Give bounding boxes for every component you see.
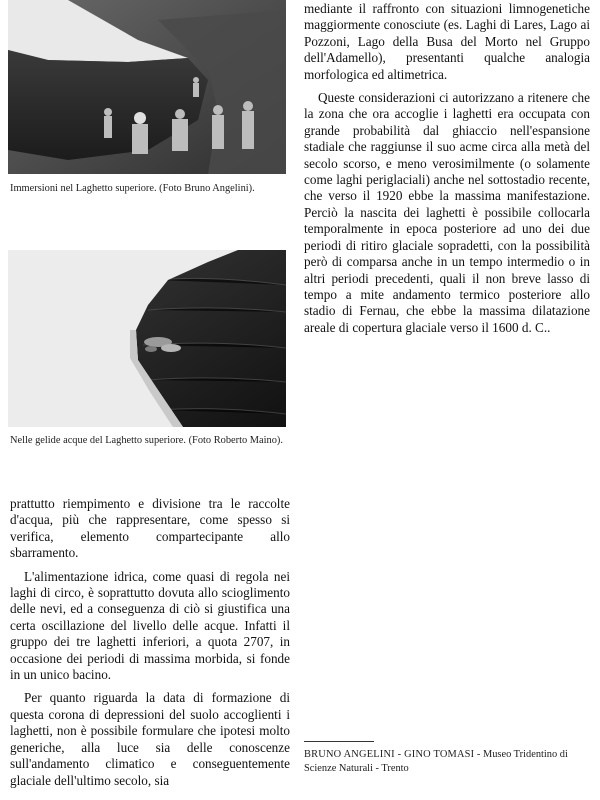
left-text-column [10, 496, 290, 796]
author-names: BRUNO ANGELINI - GINO TOMASI [304, 749, 475, 760]
body-paragraph: Queste considerazioni ci autorizzano a ritenere che la zona che ora accoglie i laghetti era occupata con grande probabilità dal ghiaccio nell'espansione stadiale che raggiunse il suo acme circa alla metà del secolo scorso, e meno verosimilmente (o solamente come laghi periglaciali) anche nel sottostadio recente, che verso il 1920 ebbe la massima manifestazione. Perciò la nascita dei laghetti è possibile collocarla temporalmente in epoca posteriore ad uno dei due periodi di ritiro glaciale sopradetti, con la possibilità però di comparsa anche in un tempo intermedio o in altri periodi precedenti, quali il non breve lasso di tempo a mite andamento termico posteriore allo stadio di Fernau, che ebbe la massima dilatazione areale di copertura glaciale verso il 1600 d. C.. [304, 90, 590, 335]
photo-divers-upper-lake [8, 0, 286, 174]
body-paragraph: mediante il raffronto con situazioni limnogenetiche maggiormente conosciute (es. Laghi di Lares, Lago ai Pozzoni, Lago della Busa del Morto nel Gruppo dell'Adamello), presentanti qualche analogia morfologica ed altimetrica. [304, 1, 590, 82]
right-text-column [304, 1, 590, 343]
signature-rule [304, 741, 374, 742]
body-paragraph: L'alimentazione idrica, come quasi di regola nei laghi di circo, è soprattutto dovuta allo scioglimento delle nevi, ed a conseguenza di ciò si giustifica una certa oscillazione del livello delle acque. Infatti il gruppo dei tre laghetti inferiori, a quota 2707, in occasione dei periodi di massima morbida, si fonde in un unico bacino. [10, 568, 290, 683]
body-paragraph: Per quanto riguarda la data di formazione di questa corona di depressioni del suolo accoglienti i laghetti, non è possibile formulare che ipotesi molto generiche, alla luce sia delle conoscenze sull'andamento climatico e conseguentemente glaciale dell'ultimo secolo, sia [10, 690, 290, 788]
body-paragraph: prattutto riempimento e divisione tra le raccolte d'acqua, più che rappresentare, come spesso si verifica, elemento compartecipante allo sbarramento. [10, 496, 290, 561]
author-signature [304, 748, 588, 776]
photo-cold-waters-upper-lake [8, 250, 286, 427]
signature-separator: - [476, 749, 483, 760]
figure-caption-2: Nelle gelide acque del Laghetto superiore. (Foto Roberto Maino). [10, 435, 283, 446]
figure-caption-1: Immersioni nel Laghetto superiore. (Foto Bruno Angelini). [10, 183, 255, 194]
lake-divers-photo-icon [8, 0, 286, 174]
lake-snow-photo-icon [8, 250, 286, 427]
author-affiliation: Museo Tridentino di Scienze Naturali - Trento [304, 749, 568, 774]
